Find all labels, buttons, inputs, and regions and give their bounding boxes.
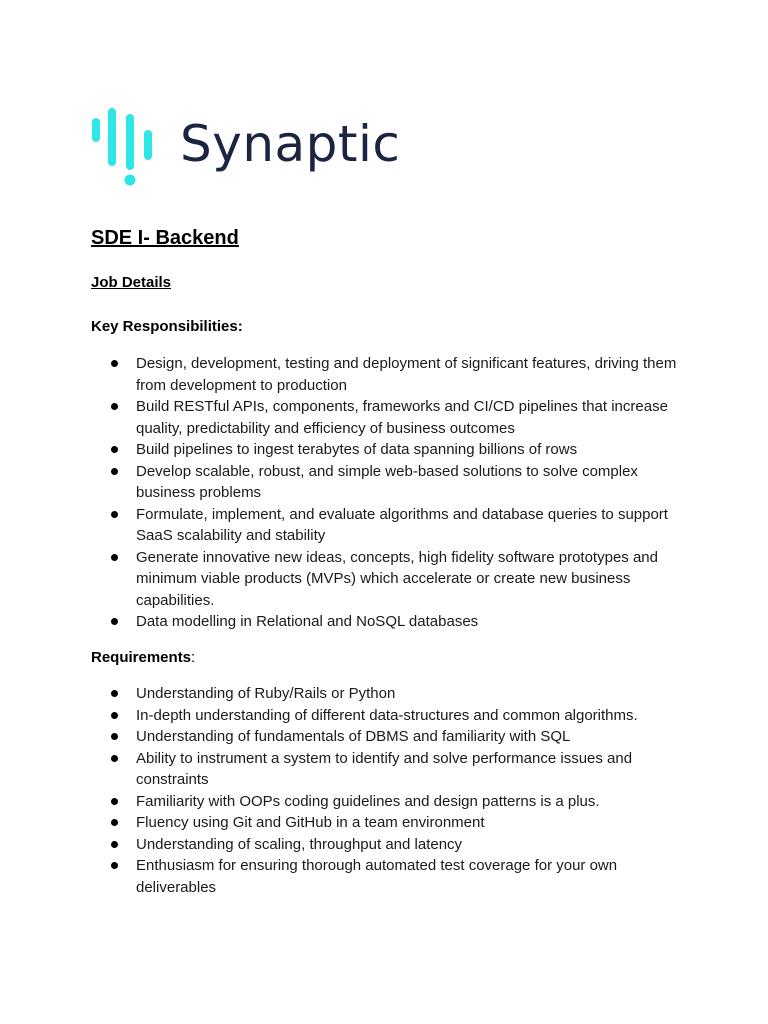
requirements-heading-text: Requirements [91,649,192,666]
list-item: In-depth understanding of different data-structures and common algorithms. [108,705,688,727]
bullet-icon [111,554,118,561]
bullet-icon [111,618,118,625]
list-item: Data modelling in Relational and NoSQL databases [108,611,688,633]
list-item: Design, development, testing and deployment of significant features, driving them from development to production [108,353,688,396]
list-item: Build pipelines to ingest terabytes of data spanning billions of rows [108,439,688,461]
responsibilities-list [108,353,688,633]
bullet-icon [111,360,118,367]
list-item: Formulate, implement, and evaluate algorithms and database queries to support SaaS scalability and stability [108,504,688,547]
list-item: Enthusiasm for ensuring thorough automated test coverage for your own deliverables [108,855,688,898]
job-details-heading: Job Details [91,274,172,291]
list-item: Familiarity with OOPs coding guidelines and design patterns is a plus. [108,791,688,813]
bullet-icon [111,798,118,805]
bullet-icon [111,819,118,826]
list-item: Understanding of scaling, throughput and latency [108,834,688,856]
bullet-icon [111,511,118,518]
bullet-icon [111,690,118,697]
bullet-icon [111,733,118,740]
bullet-icon [111,446,118,453]
bullet-icon [111,862,118,869]
list-item: Understanding of fundamentals of DBMS and familiarity with SQL [108,726,688,748]
bullet-icon [111,403,118,410]
bullet-icon [111,841,118,848]
bullet-icon [111,468,118,475]
bullet-icon [111,755,118,762]
list-item: Fluency using Git and GitHub in a team environment [108,812,688,834]
list-item: Generate innovative new ideas, concepts, high fidelity software prototypes and minimum viable products (MVPs) which accelerate or create new business capabilities. [108,547,688,612]
list-item: Develop scalable, robust, and simple web-based solutions to solve complex business problems [108,461,688,504]
job-title: SDE I- Backend [91,227,239,249]
responsibilities-heading-text: Key Responsibilities: [91,318,243,335]
responsibilities-heading [91,317,243,337]
list-item: Ability to instrument a system to identify and solve performance issues and constraints [108,748,688,791]
company-logo [92,108,401,188]
list-item: Understanding of Ruby/Rails or Python [108,683,688,705]
bullet-icon [111,712,118,719]
list-item: Build RESTful APIs, components, frameworks and CI/CD pipelines that increase quality, predictability and efficiency of business outcomes [108,396,688,439]
requirements-heading [91,648,195,668]
requirements-heading-colon: : [191,649,196,666]
synaptic-logo-icon [92,108,160,188]
logo-wordmark: Synaptic [180,115,401,173]
requirements-list [108,683,688,898]
